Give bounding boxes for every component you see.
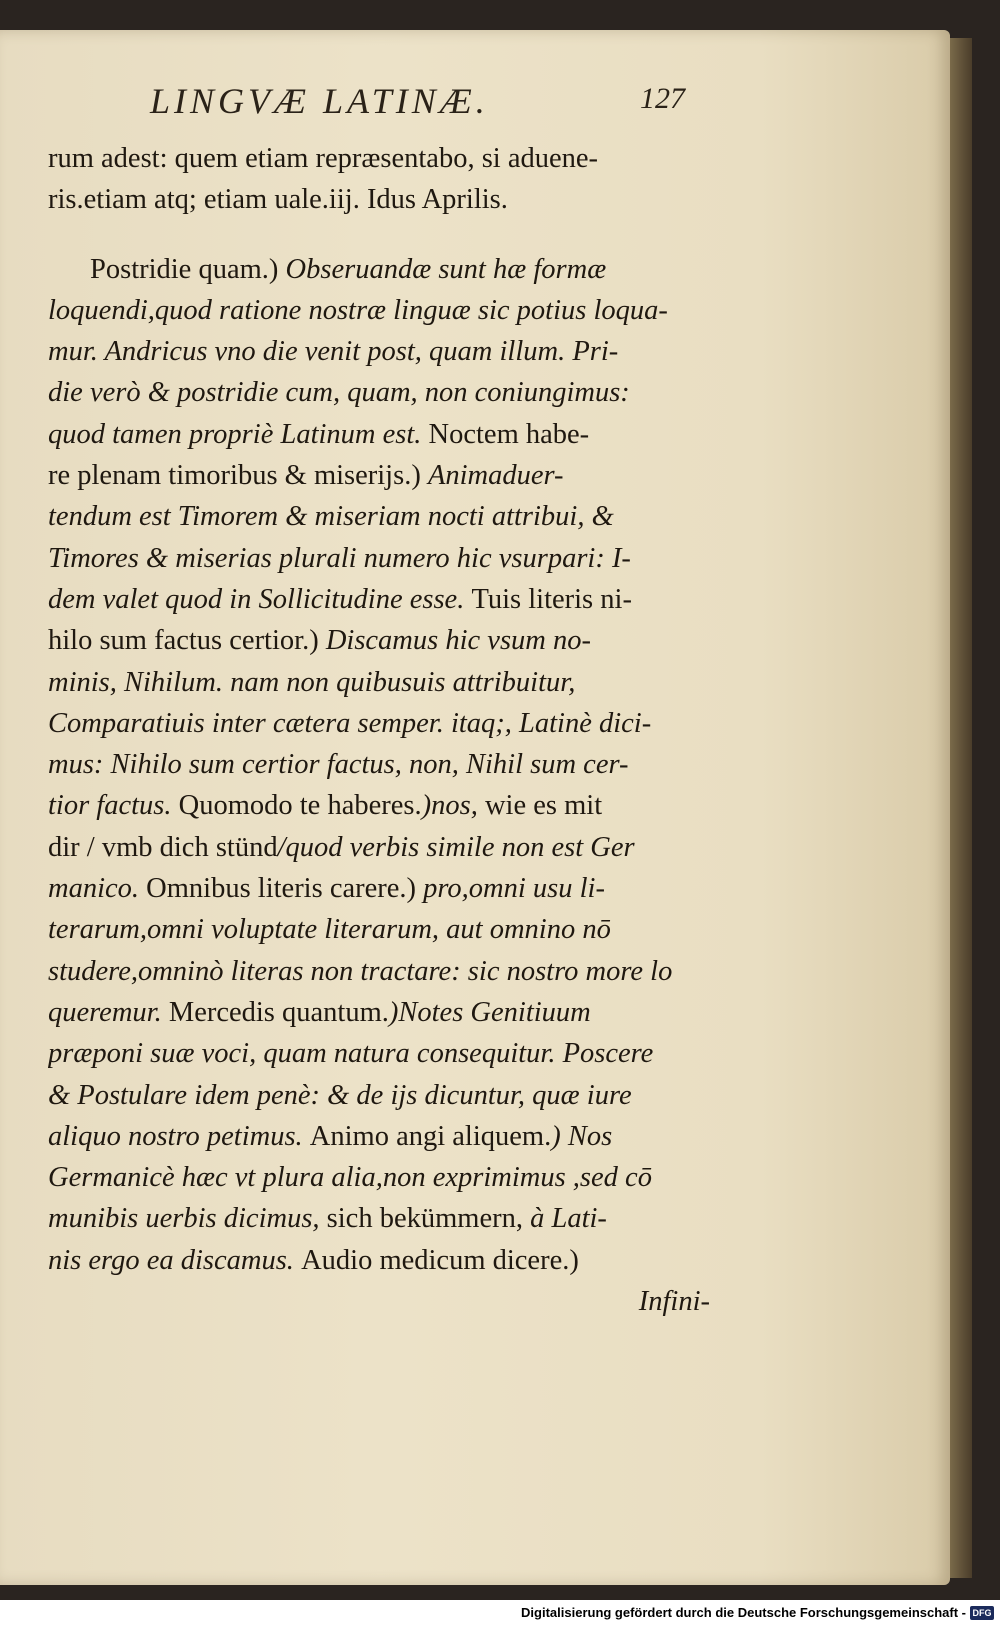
- text-line: [48, 372, 748, 413]
- italic-segment: tior factus.: [48, 790, 179, 822]
- text-line: [48, 1157, 748, 1198]
- italic-segment: aliquo nostro petimus.: [48, 1120, 310, 1152]
- italic-segment: à Lati-: [530, 1203, 607, 1235]
- roman-segment: Quomodo te haberes.: [178, 790, 422, 822]
- italic-segment: Animaduer-: [427, 460, 564, 492]
- text-line: [48, 538, 748, 579]
- italic-segment: dem valet quod in Sollicitudine esse.: [48, 583, 472, 615]
- italic-segment: manico.: [48, 873, 147, 905]
- dfg-logo: DFG: [970, 1606, 994, 1620]
- italic-segment: nis ergo ea discamus.: [48, 1244, 302, 1276]
- italic-segment: munibis uerbis dicimus,: [48, 1203, 327, 1235]
- text-line: [48, 662, 748, 703]
- italic-segment: die verò & postridie cum, quam, non coniungimus:: [48, 377, 630, 409]
- paragraph-gap: [48, 221, 748, 249]
- text-line: [48, 1240, 748, 1281]
- italic-segment: Timores & miserias plurali numero hic vsurpari: I-: [48, 542, 631, 574]
- italic-segment: )nos,: [421, 790, 485, 822]
- text-line: [48, 579, 748, 620]
- italic-segment: queremur.: [48, 996, 169, 1028]
- text-line: [48, 1033, 748, 1074]
- text-line: [48, 1198, 748, 1239]
- text-line: [48, 992, 748, 1033]
- text-line: [48, 909, 748, 950]
- text-line: [48, 827, 748, 868]
- text-line: [48, 1075, 748, 1116]
- italic-segment: & Postulare idem penè: & de ijs dicuntur, quæ iure: [48, 1079, 632, 1111]
- text-line: [48, 496, 748, 537]
- italic-segment: ) Nos: [551, 1120, 613, 1152]
- footer: [0, 1600, 1000, 1626]
- text-line: [48, 331, 748, 372]
- text-line: [48, 785, 748, 826]
- roman-segment: ris.etiam atq; etiam uale.iij. Idus Aprilis.: [48, 184, 508, 216]
- text-block: [48, 138, 748, 1322]
- roman-segment: hilo sum factus certior.): [48, 625, 326, 657]
- text-line: [48, 138, 748, 179]
- italic-segment: mus: Nihilo sum certior factus, non, Nihil sum cer-: [48, 749, 629, 781]
- italic-segment: præponi suæ voci, quam natura consequitur. Poscere: [48, 1038, 654, 1070]
- footer-credit: Digitalisierung gefördert durch die Deutsche Forschungsgemeinschaft -: [521, 1605, 966, 1620]
- text-line: [48, 620, 748, 661]
- roman-segment: re plenam timoribus & miserijs.): [48, 460, 428, 492]
- text-line: [48, 290, 748, 331]
- italic-segment: studere,omninò literas non tractare: sic nostro more lo: [48, 955, 673, 987]
- text-line: [48, 1116, 748, 1157]
- roman-segment: sich bekümmern,: [326, 1203, 531, 1235]
- running-title: LINGVÆ LATINÆ.: [150, 81, 489, 121]
- italic-segment: minis, Nihilum. nam non quibusuis attribuitur,: [48, 666, 576, 698]
- text-line: [48, 951, 748, 992]
- text-line: [48, 179, 748, 220]
- roman-segment: wie es mit: [484, 790, 603, 822]
- italic-segment: /quod verbis simile non est Ger: [277, 831, 635, 863]
- running-head: [135, 80, 735, 130]
- roman-segment: Noctem habe-: [428, 418, 590, 450]
- italic-segment: tendum est Timorem & miseriam nocti attribui, &: [48, 501, 614, 533]
- roman-segment: rum adest: quem etiam repræsentabo, si aduene-: [48, 143, 599, 174]
- text-line: [48, 414, 748, 455]
- text-line: [48, 744, 748, 785]
- italic-segment: )Notes Genitiuum: [388, 996, 591, 1028]
- italic-segment: mur. Andricus vno die venit post, quam illum. Pri-: [48, 336, 619, 368]
- roman-segment: Omnibus literis carere.): [146, 873, 424, 905]
- roman-segment: Mercedis quantum.: [168, 996, 389, 1028]
- text-line: [48, 868, 748, 909]
- italic-segment: Germanicè hæc vt plura alia,non exprimimus ,sed cō: [48, 1162, 652, 1194]
- text-line: [48, 703, 748, 744]
- roman-segment: Audio medicum dicere.): [301, 1244, 579, 1276]
- italic-segment: quod tamen propriè Latinum est.: [48, 418, 429, 450]
- italic-segment: Obseruandæ sunt hæ formæ: [285, 253, 607, 285]
- roman-segment: Tuis literis ni-: [471, 583, 632, 615]
- roman-segment: dir / vmb dich stünd: [48, 831, 278, 863]
- italic-segment: terarum,omni voluptate literarum, aut omnino nō: [48, 914, 611, 946]
- italic-segment: Comparatiuis inter cætera semper. itaq;, Latinè dici-: [48, 707, 652, 739]
- catchword: Infini-: [638, 1286, 710, 1318]
- text-lines: [48, 138, 748, 1281]
- text-line: [48, 249, 748, 290]
- italic-segment: loquendi,quod ratione nostræ linguæ sic potius loqua-: [48, 294, 668, 326]
- italic-segment: pro,omni usu li-: [423, 873, 605, 905]
- page-number: 127: [640, 82, 685, 115]
- book-page-edge: [950, 38, 972, 1578]
- roman-segment: Postridie quam.): [90, 253, 286, 285]
- italic-segment: Discamus hic vsum no-: [325, 625, 591, 657]
- text-line: [48, 455, 748, 496]
- roman-segment: Animo angi aliquem.: [309, 1120, 552, 1152]
